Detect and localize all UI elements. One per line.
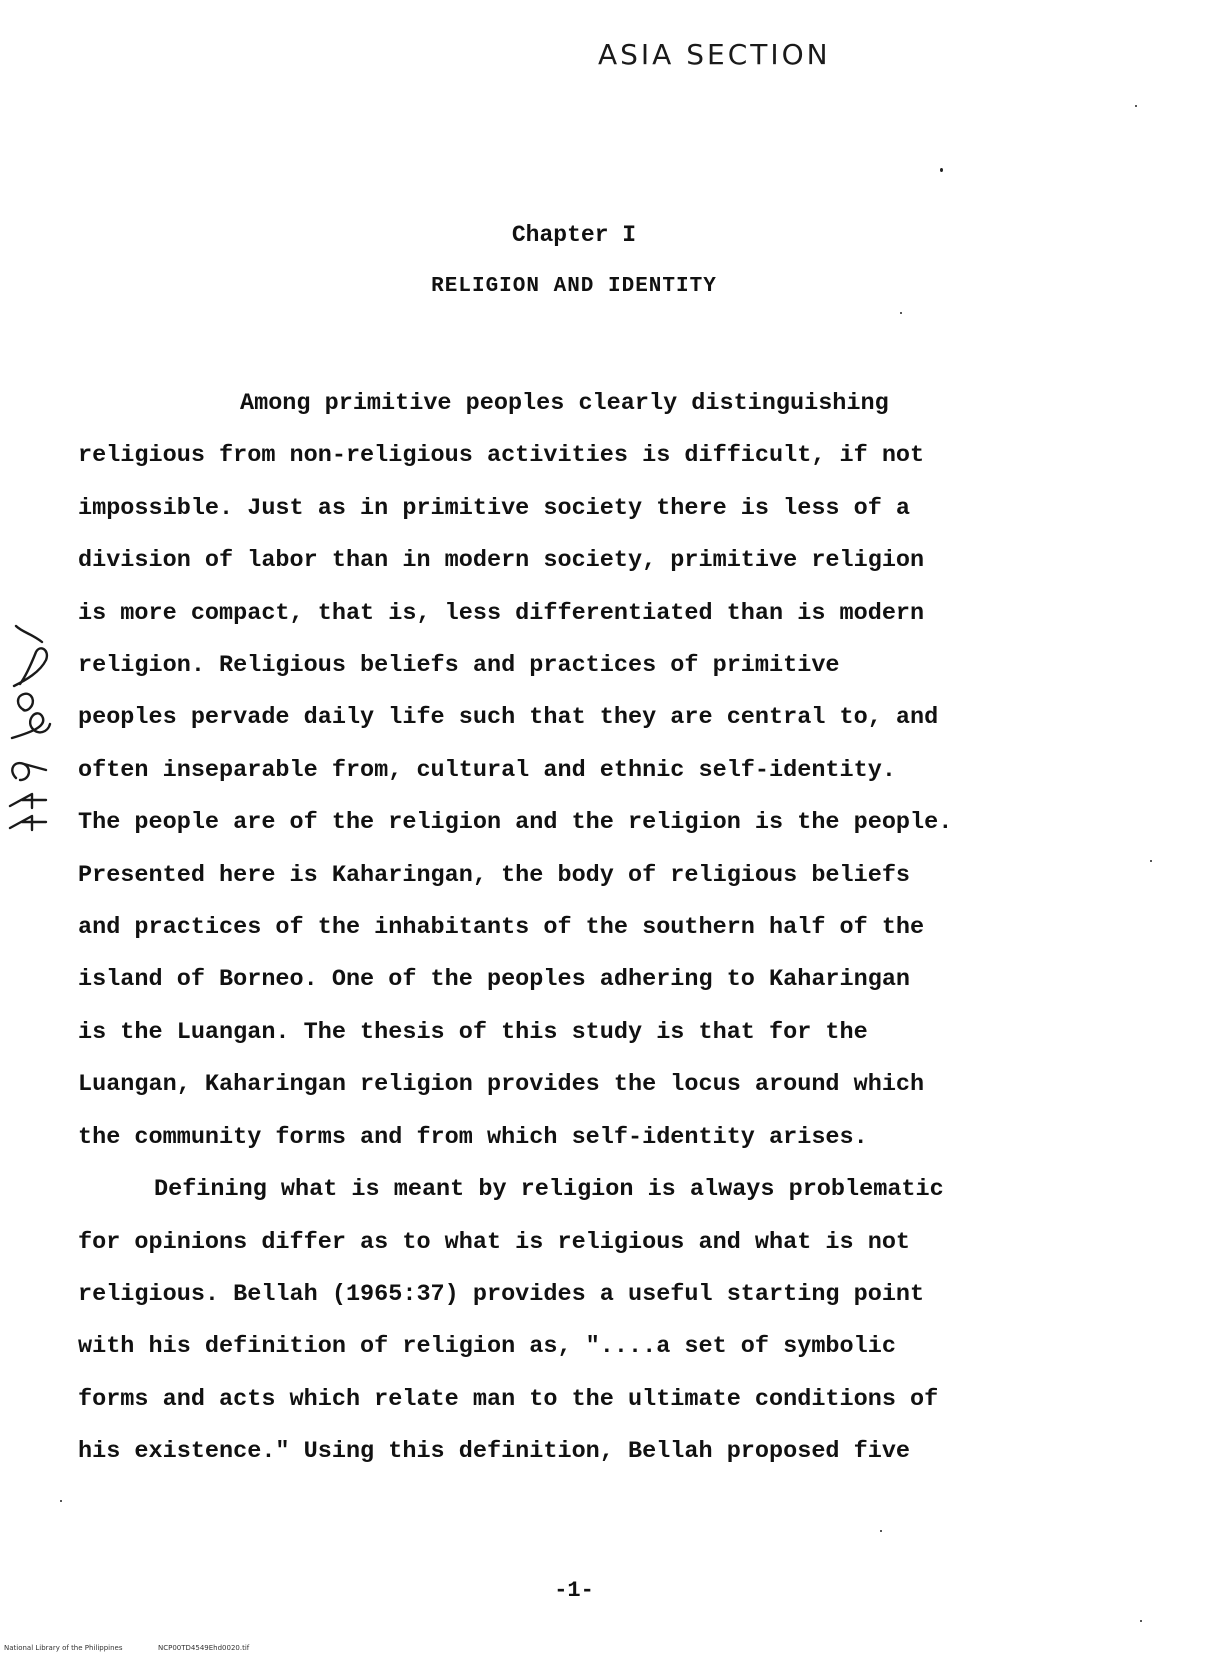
paragraph-2-line-1: Defining what is meant by religion is always problematic (154, 1176, 944, 1204)
paragraph-1-line-12: island of Borneo. One of the peoples adhering to Kaharingan (78, 966, 911, 994)
paragraph-2-line-4: with his definition of religion as, "....a set of symbolic (78, 1333, 896, 1361)
chapter-number: Chapter I (511, 222, 637, 248)
paragraph-1-line-6: religion. Religious beliefs and practices of primitive (78, 652, 840, 680)
paragraph-1-line-5: is more compact, that is, less differentiated than is modern (78, 599, 925, 627)
paragraph-1-line-4: division of labor than in modern society, primitive religion (78, 547, 925, 575)
paragraph-1-line-1: Among primitive peoples clearly distinguishing (240, 390, 889, 417)
chapter-title: RELIGION AND IDENTITY (431, 275, 717, 298)
paragraph-1-line-14: Luangan, Kaharingan religion provides the locus around which (78, 1071, 925, 1099)
paragraph-1-line-13: is the Luangan. The thesis of this study is that for the (78, 1018, 868, 1046)
paragraph-1-line-8: often inseparable from, cultural and ethnic self-identity. (78, 756, 896, 784)
library-credit: National Library of the Philippines (4, 1644, 123, 1652)
scan-speck (940, 168, 943, 172)
scan-speck (880, 1530, 882, 1532)
scan-speck (60, 1500, 62, 1502)
paragraph-1-line-2: religious from non-religious activities is difficult, if not (78, 442, 925, 470)
body-text (78, 378, 1068, 1479)
paragraph-2-line-2: for opinions differ as to what is religious and what is not (78, 1228, 911, 1256)
scan-speck (1135, 105, 1137, 107)
paragraph-1-line-9: The people are of the religion and the religion is the people. (78, 809, 953, 837)
handwritten-margin-note (2, 620, 54, 835)
scan-speck (900, 312, 902, 314)
scan-speck (1150, 860, 1152, 862)
paragraph-2-line-3: religious. Bellah (1965:37) provides a useful starting point (78, 1280, 925, 1308)
paragraph-1-line-10: Presented here is Kaharingan, the body of religious beliefs (78, 861, 911, 889)
paragraph-1-line-11: and practices of the inhabitants of the southern half of the (78, 914, 925, 942)
asia-section-stamp: ASIA SECTION (598, 38, 831, 71)
scan-speck (1140, 1620, 1142, 1622)
paragraph-2-line-6: his existence." Using this definition, Bellah proposed five (78, 1438, 911, 1466)
paragraph-2-line-5: forms and acts which relate man to the ultimate conditions of (78, 1385, 939, 1413)
page-number: -1- (554, 1578, 594, 1603)
paragraph-1-line-7: peoples pervade daily life such that they are central to, and (78, 704, 939, 732)
file-id: NCP00TD4549Ehd0020.tif (158, 1644, 250, 1652)
paragraph-1-line-3: impossible. Just as in primitive society there is less of a (78, 494, 911, 522)
paragraph-1-line-15: the community forms and from which self-identity arises. (78, 1123, 868, 1151)
